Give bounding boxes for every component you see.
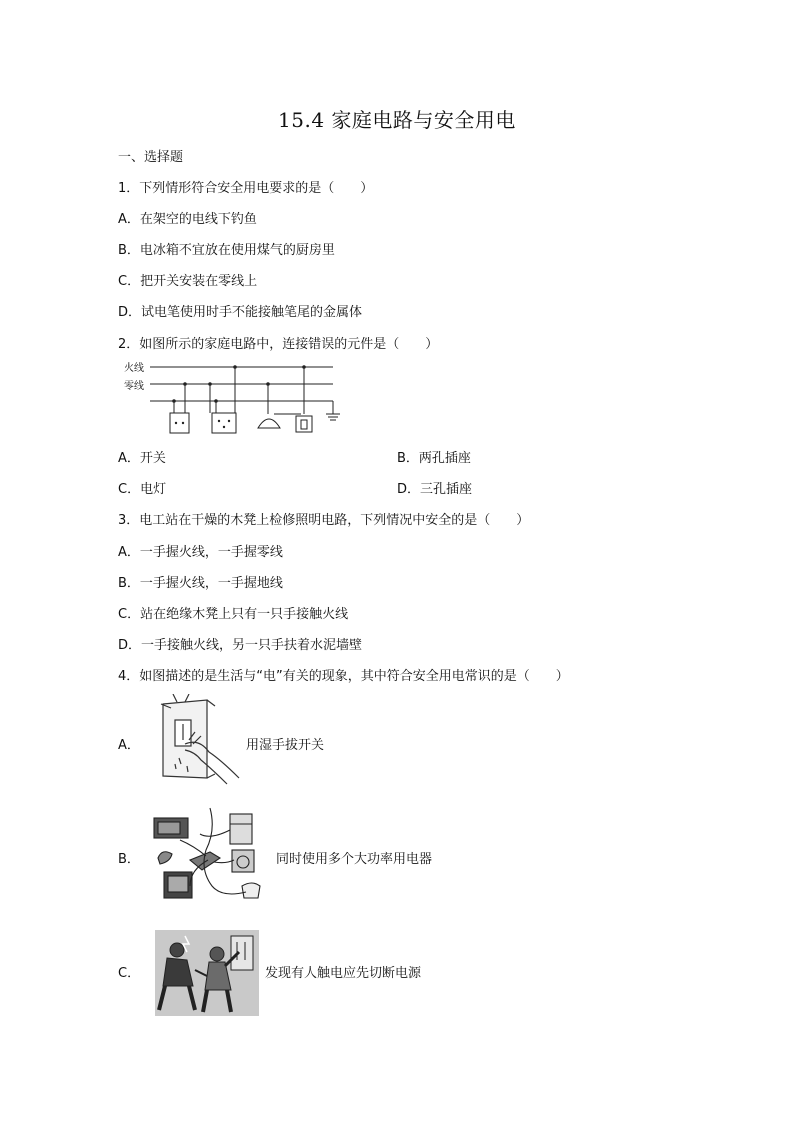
q4-option-a-caption[interactable]: 用湿手拔开关 (246, 738, 325, 753)
q1-option-b[interactable]: B．电冰箱不宜放在使用煤气的厨房里 (118, 243, 335, 258)
q4-option-b-letter[interactable]: B． (118, 852, 140, 867)
three-pin-socket (212, 413, 236, 433)
q4-option-c-letter[interactable]: C． (118, 966, 141, 981)
q1-option-d[interactable]: D．试电笔使用时手不能接触笔尾的金属体 (118, 305, 363, 320)
q2-option-d[interactable]: D．三孔插座 (397, 482, 473, 497)
two-pin-socket (170, 413, 189, 433)
neutral-wire-label: 零线 (124, 381, 144, 392)
q4-stem: 4．如图描述的是生活与“电”有关的现象，其中符合安全用电常识的是（ ） (118, 669, 569, 684)
q4-option-c-caption[interactable]: 发现有人触电应先切断电源 (265, 966, 422, 981)
q1-stem: 1．下列情形符合安全用电要求的是（ ） (118, 181, 374, 196)
wet-hand-switch-illustration (155, 694, 241, 786)
cut-power-illustration (155, 930, 259, 1016)
q4-option-a-letter[interactable]: A． (118, 738, 140, 753)
section-heading: 一、选择题 (118, 150, 184, 165)
lamp (258, 419, 280, 428)
q2-stem: 2．如图所示的家庭电路中，连接错误的元件是（ ） (118, 337, 439, 352)
q4-option-b-caption[interactable]: 同时使用多个大功率用电器 (276, 852, 433, 867)
q3-stem: 3．电工站在干燥的木凳上检修照明电路，下列情况中安全的是（ ） (118, 513, 530, 528)
q3-option-c[interactable]: C．站在绝缘木凳上只有一只手接触火线 (118, 607, 349, 622)
q3-option-b[interactable]: B．一手握火线，一手握地线 (118, 576, 283, 591)
q1-option-c[interactable]: C．把开关安装在零线上 (118, 274, 258, 289)
q2-option-c[interactable]: C．电灯 (118, 482, 167, 497)
q3-option-a[interactable]: A．一手握火线，一手握零线 (118, 545, 283, 560)
q2-option-a[interactable]: A．开关 (118, 451, 166, 466)
live-wire-label: 火线 (124, 363, 144, 374)
circuit-svg (118, 358, 358, 438)
q2-option-b[interactable]: B．两孔插座 (397, 451, 471, 466)
circuit-diagram (118, 358, 358, 438)
page-title: 15.4 家庭电路与安全用电 (278, 108, 516, 132)
overloaded-appliances-illustration (150, 800, 272, 912)
q1-option-a[interactable]: A．在架空的电线下钓鱼 (118, 212, 257, 227)
switch (296, 416, 312, 432)
q3-option-d[interactable]: D．一手接触火线，另一只手扶着水泥墙壁 (118, 638, 363, 653)
